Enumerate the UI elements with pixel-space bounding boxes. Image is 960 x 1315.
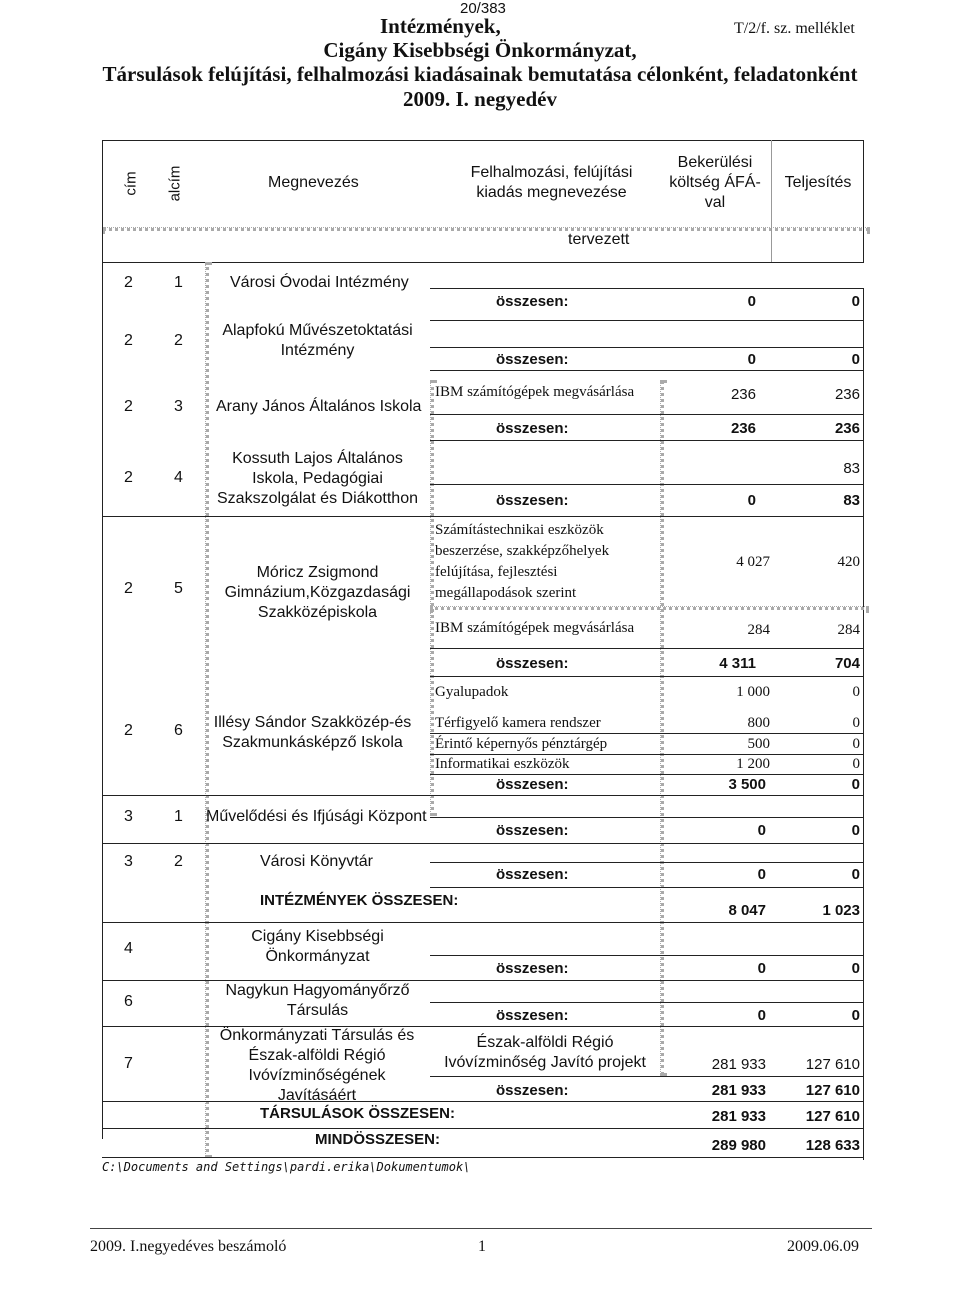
row1-alcim: 1 (174, 274, 183, 291)
body-desc-sep (430, 380, 434, 816)
table-bottom-border (102, 1157, 863, 1158)
row7-line (430, 817, 863, 818)
row11-name-1: Önkormányzati Társulás és (219, 1027, 415, 1044)
row7-bottom-line (102, 843, 863, 844)
row11-line (430, 1076, 863, 1077)
body-left-border (102, 262, 103, 1139)
row1-total-planned: 0 (747, 293, 756, 310)
tarsulasok-total-actual: 127 610 (805, 1108, 860, 1125)
row9-line (430, 955, 863, 956)
header-bottom-border (102, 262, 864, 263)
annex-label: T/2/f. sz. melléklet (734, 20, 855, 37)
row5-total-label: összesen: (496, 655, 569, 672)
row4-total-actual: 83 (843, 492, 860, 509)
row9-name-2: Önkormányzat (265, 948, 370, 965)
row5-name-1: Móricz Zsigmond (256, 564, 379, 581)
row6-item1-actual: 0 (852, 684, 860, 700)
page-reference: 20/383 (460, 0, 506, 17)
row2-name-2: Intézmény (280, 342, 355, 359)
row3-total-planned: 236 (730, 420, 756, 437)
row3-cim: 2 (124, 398, 133, 415)
row3-line (430, 414, 863, 415)
intezmenyek-total-actual: 1 023 (822, 902, 860, 919)
row7-total-label: összesen: (496, 822, 569, 839)
row11-name-3: Ivóvízminőségének (248, 1067, 386, 1084)
row1-name: Városi Óvodai Intézmény (230, 274, 409, 291)
row5-item-sep (430, 606, 869, 610)
row6-item2-actual: 0 (852, 715, 860, 731)
row8-name: Városi Könyvtár (260, 853, 373, 870)
row11-item-desc-1: Észak-alföldi Régió (476, 1034, 614, 1051)
col-header-cim: cím (122, 171, 140, 196)
intezmenyek-total-label: INTÉZMÉNYEK ÖSSZESEN: (260, 892, 459, 909)
row4-alcim: 4 (174, 469, 183, 486)
row6-item-line-1 (430, 733, 863, 734)
col-header-tervezett: tervezett (568, 231, 630, 248)
row8-total-planned: 0 (757, 866, 766, 883)
title-line-3: Társulások felújítási, felhalmozási kiadásainak bemutatása célonként, feladatonként (102, 62, 858, 86)
row11-item-planned: 281 933 (711, 1056, 766, 1073)
row8-alcim: 2 (174, 853, 183, 870)
row9-cim: 4 (124, 940, 133, 957)
row7-cim: 3 (124, 808, 133, 825)
row5-item1-desc-2: beszerzése, szakképzőhelyek (435, 543, 610, 559)
row6-item4-planned: 1 200 (736, 756, 770, 772)
row10-name-1: Nagykun Hagyományőrző (225, 982, 410, 999)
row2-alcim: 2 (174, 332, 183, 349)
row6-item2-desc: Térfigyelő kamera rendszer (435, 715, 601, 731)
row6-total-label: összesen: (496, 776, 569, 793)
row2-total-planned: 0 (747, 351, 756, 368)
row6-total-planned: 3 500 (728, 776, 766, 793)
row6-item4-desc: Informatikai eszközök (435, 756, 570, 772)
col-header-megnevezes: Megnevezés (268, 174, 359, 191)
row8-total-actual: 0 (851, 866, 860, 883)
col-header-bekerulesi-2: költség ÁFÁ- (669, 174, 761, 191)
header-top-border (102, 140, 864, 141)
row3-bottom-line (430, 440, 863, 441)
row6-item-line-2 (430, 754, 863, 755)
col-header-bekerulesi-3: val (704, 194, 726, 211)
row5-total-planned: 4 311 (719, 655, 756, 672)
row1-total-label: összesen: (496, 293, 569, 310)
row11-name-4: Javításáért (277, 1087, 357, 1104)
row6-item3-actual: 0 (852, 736, 860, 752)
header-right-border (863, 140, 864, 262)
header-left-border (102, 140, 103, 262)
row6-alcim: 6 (174, 722, 183, 739)
col-header-felhalm-2: kiadás megnevezése (476, 184, 627, 201)
title-line-1: Intézmények, (380, 14, 501, 38)
row10-total-actual: 0 (851, 1007, 860, 1024)
row3-total-label: összesen: (496, 420, 569, 437)
row11-cim: 7 (124, 1055, 133, 1072)
row2-total-actual: 0 (851, 351, 860, 368)
row7-alcim: 1 (174, 808, 183, 825)
row2-top-line (430, 320, 863, 321)
mindosszesen-actual: 128 633 (805, 1137, 860, 1154)
row1-total-actual: 0 (851, 293, 860, 310)
row8-cim: 3 (124, 853, 133, 870)
row4-name-3: Szakszolgálat és Diákotthon (217, 490, 418, 507)
row8-line (430, 862, 863, 863)
row1-line (430, 288, 863, 289)
row5-item2-actual: 284 (837, 622, 860, 638)
row6-total-actual: 0 (851, 776, 860, 793)
row6-name-1: Illésy Sándor Szakközép-és (213, 714, 412, 731)
row4-item-actual: 83 (843, 460, 860, 477)
row4-bottom-line (102, 516, 863, 517)
row2-bottom-line (430, 370, 863, 371)
footer-rule (90, 1228, 872, 1229)
row2-total-label: összesen: (496, 351, 569, 368)
row3-alcim: 3 (174, 398, 183, 415)
row11-total-actual: 127 610 (805, 1082, 860, 1099)
row5-cim: 2 (124, 580, 133, 597)
footer-right: 2009.06.09 (787, 1238, 859, 1255)
row6-line (430, 774, 863, 775)
row5-bottom-line (430, 676, 863, 677)
col-header-alcim: alcím (166, 165, 184, 202)
row6-bottom-line (102, 795, 863, 796)
row5-item1-planned: 4 027 (736, 554, 770, 570)
row9-name-1: Cigány Kisebbségi (251, 928, 384, 945)
row8-total-label: összesen: (496, 866, 569, 883)
row5-item2-planned: 284 (747, 622, 770, 638)
tarsulasok-total-label: TÁRSULÁSOK ÖSSZESEN: (260, 1105, 456, 1122)
header-sep (102, 227, 870, 231)
row7-name: Művelődési és Ifjúsági Központ (206, 808, 427, 825)
row6-item1-planned: 1 000 (736, 684, 770, 700)
row11-item-actual: 127 610 (805, 1056, 860, 1073)
file-path: C:\Documents and Settings\pardi.erika\Dokumentumok\ (102, 1160, 471, 1174)
row9-bottom-line (102, 980, 863, 981)
row3-total-actual: 236 (834, 420, 860, 437)
row6-item3-desc: Érintő képernyős pénztárgép (435, 736, 608, 752)
header-col-sep (771, 140, 772, 262)
body-right-border (863, 288, 864, 1160)
row10-line (430, 1002, 863, 1003)
row4-total-label: összesen: (496, 492, 569, 509)
row7-total-actual: 0 (851, 822, 860, 839)
row2-name-1: Alapfokú Művészetoktatási (222, 322, 413, 339)
row6-item2-planned: 800 (747, 715, 770, 731)
row7-total-planned: 0 (757, 822, 766, 839)
row5-item1-desc-1: Számítástechnikai eszközök (435, 522, 604, 538)
row5-name-2: Gimnázium,Közgazdasági (224, 584, 411, 601)
row11-total-label: összesen: (496, 1082, 569, 1099)
row5-item1-actual: 420 (837, 554, 860, 570)
row11-total-planned: 281 933 (711, 1082, 766, 1099)
col-header-bekerulesi-1: Bekerülési (677, 154, 753, 171)
footer-left: 2009. I.negyedéves beszámoló (90, 1238, 287, 1255)
col-header-felhalm-1: Felhalmozási, felújítási (470, 164, 633, 181)
tarsulasok-total-planned: 281 933 (711, 1108, 766, 1125)
row6-item1-desc: Gyalupadok (435, 684, 509, 700)
row1-cim: 2 (124, 274, 133, 291)
mindosszesen-planned: 289 980 (711, 1137, 766, 1154)
title-line-2: Cigány Kisebbségi Önkormányzat, (323, 38, 637, 62)
intezmenyek-total-planned: 8 047 (728, 902, 766, 919)
row4-name-2: Iskola, Pedagógiai (252, 470, 383, 487)
row5-line (430, 648, 863, 649)
row10-total-planned: 0 (757, 1007, 766, 1024)
mindosszesen-label: MINDÖSSZESEN: (315, 1131, 441, 1148)
row5-total-actual: 704 (834, 655, 860, 672)
body-name-sep (205, 262, 209, 1158)
row4-cim: 2 (124, 469, 133, 486)
row8-bottom-line (430, 887, 863, 888)
intezmenyek-bottom-line (102, 922, 863, 923)
row5-item1-desc-4: megállapodások szerint (435, 585, 577, 601)
col-header-teljesites: Teljesítés (784, 174, 852, 191)
row5-item1-desc-3: felújítása, fejlesztési (435, 564, 558, 580)
row4-total-planned: 0 (747, 492, 756, 509)
row2-line (430, 347, 863, 348)
tarsulasok-bottom-line (102, 1128, 863, 1129)
row5-alcim: 5 (174, 580, 183, 597)
footer-page-number: 1 (478, 1238, 486, 1255)
row10-cim: 6 (124, 993, 133, 1010)
row9-total-actual: 0 (851, 960, 860, 977)
row9-total-label: összesen: (496, 960, 569, 977)
row3-item-actual: 236 (834, 386, 860, 403)
row9-total-planned: 0 (757, 960, 766, 977)
row6-name-2: Szakmunkásképző Iskola (222, 734, 403, 751)
row5-name-3: Szakközépiskola (257, 604, 378, 621)
row4-line (430, 484, 863, 485)
row11-bottom-line (102, 1101, 863, 1102)
row3-name: Arany János Általános Iskola (216, 398, 422, 415)
row3-item-planned: 236 (730, 386, 756, 403)
row10-total-label: összesen: (496, 1007, 569, 1024)
row11-item-desc-2: Ivóvízminőség Javító projekt (444, 1054, 646, 1071)
row3-item-desc: IBM számítógépek megvásárlása (435, 384, 635, 400)
row5-item2-desc: IBM számítógépek megvásárlása (435, 620, 635, 636)
row4-name-1: Kossuth Lajos Általános (232, 450, 403, 467)
title-line-4: 2009. I. negyedév (403, 87, 557, 111)
row6-item3-planned: 500 (747, 736, 770, 752)
row6-cim: 2 (124, 722, 133, 739)
row6-item4-actual: 0 (852, 756, 860, 772)
row11-name-2: Észak-alföldi Régió (248, 1047, 386, 1064)
row2-cim: 2 (124, 332, 133, 349)
row10-name-2: Társulás (286, 1002, 349, 1019)
